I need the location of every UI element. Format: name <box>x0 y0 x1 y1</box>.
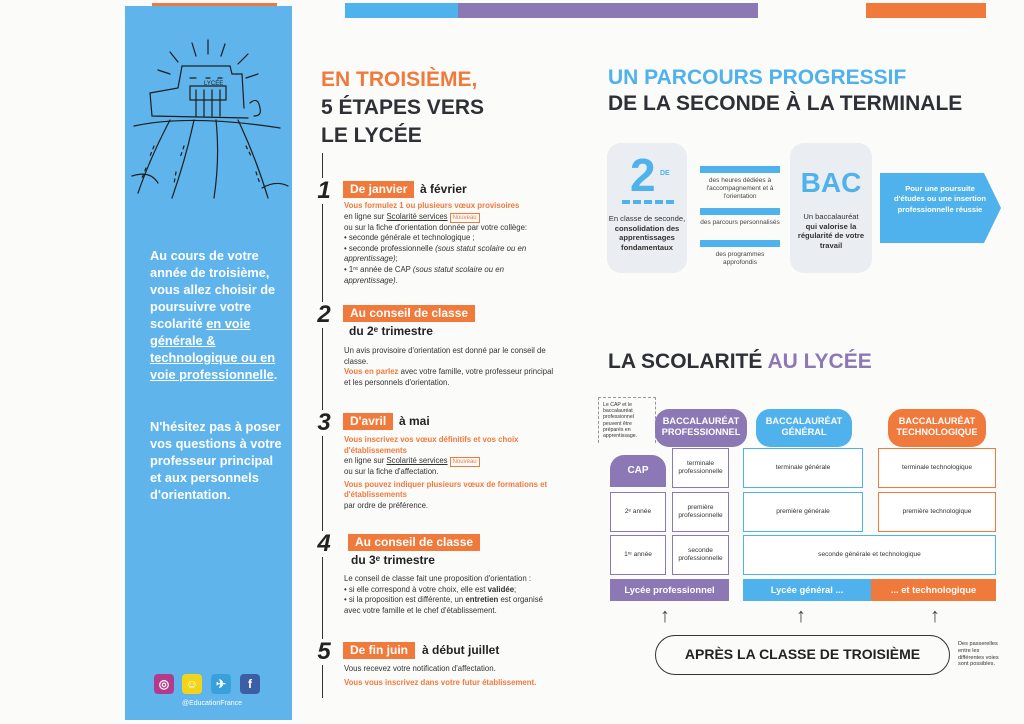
step-text: en ligne sur <box>344 456 385 466</box>
intro-end: . <box>273 367 278 382</box>
scolarite-title-a: LA SCOLARITÉ <box>608 350 763 373</box>
scolarite-title-b: AU LYCÉE <box>767 350 872 373</box>
step-highlight: Vous pouvez indiquer plusieurs vœux de formations et d'établissements <box>344 479 548 500</box>
pro-seconde: seconde professionnelle <box>672 535 729 575</box>
step-text: Vous recevez votre notification d'affectation. <box>344 664 496 673</box>
step-highlight: Vous inscrivez vos vœux définitifs et vos choix d'établissements <box>344 435 519 455</box>
step-text: ou sur la fiche d'affectation. <box>344 467 439 477</box>
tech-terminale: terminale technologique <box>878 448 996 488</box>
step-text: Un avis provisoire d'orientation est donné par le conseil de classe. <box>344 346 546 366</box>
step-body <box>344 664 559 688</box>
step-bullet-end: est organisé avec votre famille et le chef d'établissement. <box>344 595 543 615</box>
gen-premiere: première générale <box>743 492 863 532</box>
bac-caption: Un baccalauréat <box>803 212 859 221</box>
bac-box <box>790 143 872 273</box>
step-bullet: • si elle correspond à votre choix, elle est <box>344 584 486 594</box>
step-date-pill: Au conseil de classe <box>348 534 480 551</box>
step-number: 5 <box>313 639 335 665</box>
snapchat-icon[interactable]: ☺ <box>182 674 202 694</box>
step-date-pill: De fin juin <box>343 642 415 659</box>
lycee-drawing-illustration <box>130 38 290 203</box>
step-body <box>344 574 559 616</box>
step-body <box>344 435 559 512</box>
step-date-after: du 2ᵉ trimestre <box>349 324 433 338</box>
step-date-after: à février <box>420 182 467 196</box>
steps-title-line2: 5 ÉTAPES VERS <box>321 96 484 119</box>
step-bullet-note: (sous statut scolaire ou en apprentissage) <box>344 243 527 264</box>
tech-premiere: première technologique <box>878 492 996 532</box>
intro-text <box>150 247 282 383</box>
intro-lead: Au cours de votre année de troisième, vous allez choisir de poursuivre votre scolarité <box>150 248 276 331</box>
accent-bar-right <box>866 3 986 18</box>
step-date-after: à mai <box>399 414 430 428</box>
steps-title-line3: LE LYCÉE <box>321 124 422 147</box>
parcours-title-line1: UN PARCOURS PROGRESSIF <box>608 66 907 89</box>
step-number: 4 <box>313 531 335 557</box>
bac-text <box>791 212 871 250</box>
cap-2e-annee: 2ᵉ année <box>610 492 666 532</box>
ribbon-2 <box>700 208 780 215</box>
step-bullet: • 1ʳᵉ année de CAP <box>344 264 411 274</box>
step-bullet: • seconde générale et technologique ; <box>344 233 475 243</box>
lycee-tech-footer: ... et technologique <box>871 579 996 601</box>
step-date-after: du 3ᵉ trimestre <box>351 553 435 567</box>
step-highlight: Vous vous inscrivez dans votre futur établissement. <box>344 677 537 687</box>
step-text: en ligne sur <box>344 211 385 221</box>
ribbon-3 <box>700 240 780 247</box>
advice-text: N'hésitez pas à poser vos questions à votre professeur principal et aux personnels d'orientation. <box>150 419 282 502</box>
step-bullet: • seconde professionnelle <box>344 243 433 253</box>
step-bullet-bold: entretien <box>465 595 499 605</box>
step-text: ou sur la fiche d'orientation donnée par votre collège: <box>344 222 528 232</box>
step-text: par ordre de préférence. <box>344 500 429 510</box>
step-number: 2 <box>313 302 335 328</box>
accent-bar-purple <box>458 3 758 18</box>
ribbon-3-text: des programmes approfondis <box>715 251 765 266</box>
lycee-gen-footer: Lycée général ... <box>743 579 871 601</box>
scolarite-title <box>608 350 872 374</box>
parcours-title-line2: DE LA SECONDE À LA TERMINALE <box>608 92 963 115</box>
step-bullet-end: . <box>395 275 398 285</box>
accent-bar-blue <box>345 3 458 18</box>
ribbon-1-text: des heures dédiées à l'accompagnement et à l'orientation <box>706 177 774 200</box>
step-text: avec votre famille, votre professeur principal et les personnels d'orientation. <box>344 367 554 387</box>
step-bullet-note: (sous statut scolaire ou en apprentissage) <box>344 264 504 285</box>
bac-tech-header: BACCALAURÉAT TECHNOLOGIQUE <box>888 409 986 447</box>
ribbon-1 <box>700 166 780 173</box>
seconde-caption: En classe de seconde, <box>608 214 686 223</box>
ribbon-2-text: des parcours personnalisés <box>700 219 780 226</box>
cap-header: CAP <box>610 455 666 487</box>
bac-pro-header: BACCALAURÉAT PROFESSIONNEL <box>655 409 747 447</box>
new-badge: Nouveau <box>450 213 480 223</box>
step-bullet-bold: validée <box>487 584 515 594</box>
step-date-pill: De janvier <box>343 181 414 198</box>
scolarite-services-link[interactable]: Scolarité services <box>386 456 448 466</box>
pro-terminale: terminale professionnelle <box>672 448 729 488</box>
steps-title <box>321 66 551 150</box>
seconde-superscript: DE <box>660 170 670 177</box>
steps-title-line1: EN TROISIÈME, <box>321 68 478 91</box>
step-bullet-end: ; <box>514 584 517 594</box>
step-text: Le conseil de classe fait une proposition d'orientation : <box>344 574 531 583</box>
step-highlight: Vous formulez 1 ou plusieurs vœux provisoires <box>344 201 520 210</box>
step-body <box>344 201 559 286</box>
arrow-up-icon: ↑ <box>796 605 806 627</box>
facebook-icon[interactable]: f <box>240 674 260 694</box>
passerelles-note: Des passerelles entre les différentes voies sont possibles. <box>958 641 999 668</box>
step-number: 1 <box>313 178 335 204</box>
step-bullet-end: ; <box>395 254 398 264</box>
seconde-gen-tech: seconde générale et technologique <box>743 535 996 575</box>
poursuite-text: Pour une poursuite d'études ou une insertion professionnelle réussie <box>893 184 987 214</box>
bac-caption-bold: qui valorise la régularité de votre travail <box>797 221 865 250</box>
seconde-dashes <box>622 200 674 204</box>
seconde-text <box>608 214 686 252</box>
bac-big-text: BAC <box>800 167 862 198</box>
seconde-caption-bold: consolidation des apprentissages fondamentaux <box>614 223 680 252</box>
social-handle[interactable]: @EducationFrance <box>181 700 243 707</box>
lycee-sign: LYCÉE <box>204 81 224 87</box>
intro-voies: en voie générale & technologique ou en voie professionnelle <box>150 316 276 382</box>
cap-1re-annee: 1ʳᵉ année <box>610 535 666 575</box>
step-date-after: à début juillet <box>422 643 500 657</box>
arrow-up-icon: ↑ <box>660 605 670 627</box>
apres-troisieme-box: APRÈS LA CLASSE DE TROISIÈME <box>655 635 950 675</box>
step-date-pill: D'avril <box>343 413 393 430</box>
new-badge: Nouveau <box>450 457 480 467</box>
step-highlight: Vous en parlez <box>344 367 399 377</box>
instagram-icon[interactable]: ◎ <box>154 674 174 694</box>
scolarite-services-link[interactable]: Scolarité services <box>386 211 448 221</box>
seconde-big-number: 2 <box>630 149 656 201</box>
pro-premiere: première professionnelle <box>672 492 729 532</box>
step-bullet: • si la proposition est différente, un <box>344 595 464 605</box>
twitter-icon[interactable]: ✈ <box>211 674 231 694</box>
apprentissage-note: Le CAP et le baccalauréat professionnel peuvent être préparés en apprentissage. <box>603 402 638 440</box>
step-number: 3 <box>313 410 335 436</box>
lycee-pro-footer: Lycée professionnel <box>610 579 729 601</box>
arrow-up-icon: ↑ <box>930 605 940 627</box>
bac-gen-header: BACCALAURÉAT GÉNÉRAL <box>756 409 852 447</box>
step-body <box>344 346 559 388</box>
step-date-pill: Au conseil de classe <box>343 305 475 322</box>
gen-terminale: terminale générale <box>743 448 863 488</box>
